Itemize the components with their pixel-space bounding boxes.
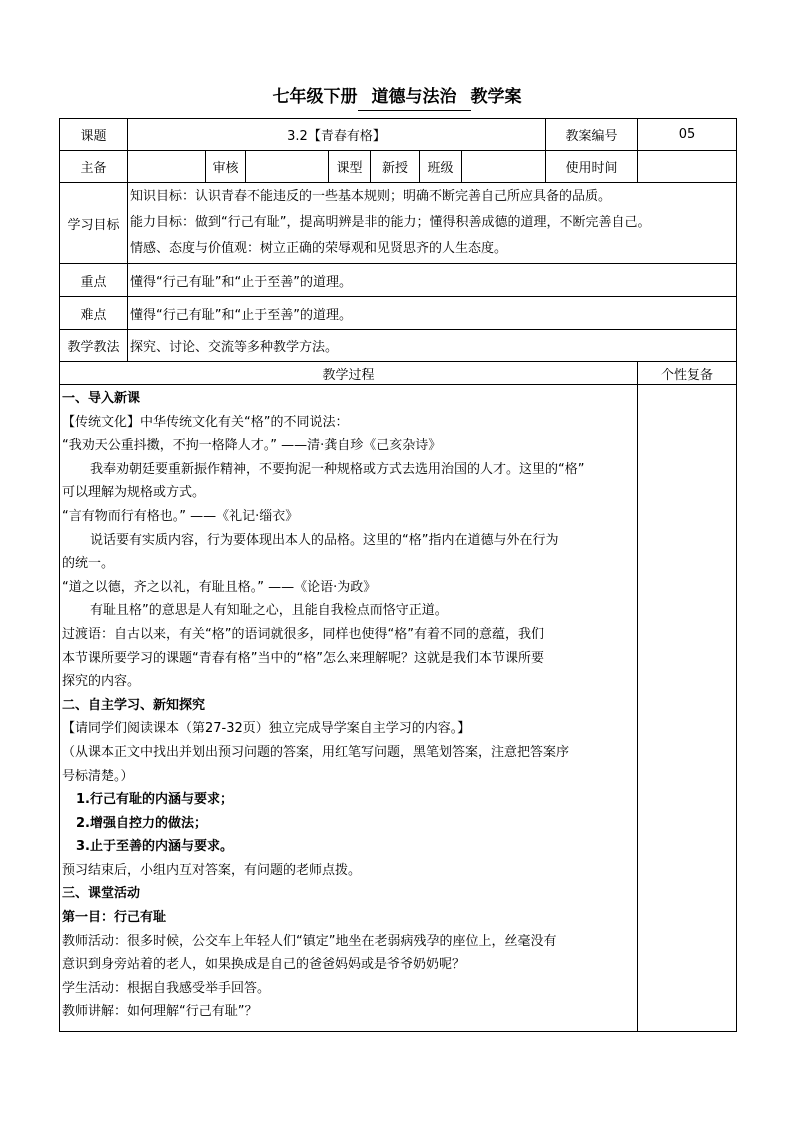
section-heading: 二、自主学习、新知探究: [62, 697, 206, 713]
type-label: 课型: [329, 151, 371, 183]
review-value: [246, 151, 329, 183]
row-method: [60, 330, 737, 362]
list-item: 2.增强自控力的做法；: [76, 815, 207, 831]
method-label: 教学教法: [60, 330, 128, 362]
side-notes-header: 个性复备: [638, 362, 737, 385]
process-line: 教师活动：很多时候，公交车上年轻人们“镇定”地坐在老弱病残孕的座位上，丝毫没有: [62, 933, 557, 949]
class-label: 班级: [420, 151, 462, 183]
quote-line: “道之以德，齐之以礼，有耻且格。” ——《论语·为政》: [62, 579, 377, 595]
difficulty-label: 难点: [60, 297, 128, 330]
process-line: 学生活动：根据自我感受举手回答。: [62, 980, 271, 996]
process-line: 探究的内容。: [62, 674, 141, 690]
row-goals: [60, 183, 737, 264]
section-heading: 一、导入新课: [62, 391, 141, 406]
goals-label: 学习目标: [60, 183, 128, 264]
lead-label: 主备: [60, 151, 128, 183]
row-process-header: [60, 362, 737, 385]
row-difficulty: [60, 297, 737, 330]
process-content: [60, 385, 638, 1032]
goal-knowledge: 知识目标：认识青春不能违反的一些基本规则；明确不断完善自己所应具备的品质。: [130, 189, 612, 204]
type-value: 新授: [371, 151, 420, 183]
process-line: 教师讲解：如何理解“行己有耻”？: [62, 1004, 258, 1020]
key-value: 懂得“行己有耻”和“止于至善”的道理。: [128, 264, 737, 297]
process-line: 有耻且格”的意思是人有知耻之心，且能自我检点而恪守正道。: [90, 603, 448, 619]
process-line: 号标清楚。）: [62, 768, 134, 784]
doc-type-text: 教学案: [470, 87, 522, 107]
process-line: 本节课所要学习的课题“青春有格”当中的“格”怎么来理解呢？这就是我们本节课所要: [62, 650, 544, 666]
review-label: 审核: [206, 151, 246, 183]
class-value: [462, 151, 546, 183]
section-heading: 三、课堂活动: [62, 886, 141, 902]
topic-value: 3.2【青春有格】: [128, 119, 546, 151]
quote-line: “我劝天公重抖擞，不拘一格降人才。” ——清·龚自珍《己亥杂诗》: [62, 438, 442, 454]
process-line: 我奉劝朝廷要重新振作精神，不要拘泥一种规格或方式去选用治国的人才。这里的“格”: [90, 461, 585, 477]
side-notes-cell[interactable]: [638, 385, 737, 1032]
list-item: 3.止于至善的内涵与要求。: [76, 839, 233, 855]
process-line: 预习结束后，小组内互对答案，有问题的老师点拨。: [62, 862, 362, 878]
subject-text: 道德与法治: [358, 84, 471, 111]
goal-ability: 能力目标：做到“行己有耻”，提高明辨是非的能力；懂得积善成德的道理，不断完善自己。: [130, 215, 651, 230]
goal-emotion: 情感、态度与价值观：树立正确的荣辱观和见贤思齐的人生态度。: [130, 241, 508, 256]
time-label: 使用时间: [546, 151, 638, 183]
process-header: 教学过程: [60, 362, 638, 385]
process-line: 【传统文化】中华传统文化有关“格”的不同说法：: [62, 414, 349, 430]
row-process-body: [60, 385, 737, 1032]
goals-content: [128, 183, 737, 264]
process-line: 可以理解为规格或方式。: [62, 485, 206, 501]
key-label: 重点: [60, 264, 128, 297]
list-item: 1.行己有耻的内涵与要求；: [76, 792, 233, 808]
process-line: （从课本正文中找出并划出预习问题的答案，用红笔写问题，黑笔划答案，注意把答案序: [62, 744, 570, 760]
plan-no-label: 教案编号: [546, 119, 638, 151]
method-value: 探究、讨论、交流等多种教学方法。: [128, 330, 737, 362]
difficulty-value: 懂得“行己有耻”和“止于至善”的道理。: [128, 297, 737, 330]
grade-text: 七年级下册: [272, 87, 358, 107]
lesson-plan-table: [59, 118, 737, 1032]
process-line: 过渡语：自古以来，有关“格”的语词就很多，同样也使得“格”有着不同的意蕴，我们: [62, 626, 544, 642]
process-line: 说话要有实质内容，行为要体现出本人的品格。这里的“格”指内在道德与外在行为: [90, 532, 559, 548]
document-title: [0, 84, 794, 111]
row-topic: [60, 119, 737, 151]
time-value: [638, 151, 737, 183]
process-line: 的统一。: [62, 556, 115, 572]
row-key: [60, 264, 737, 297]
process-line: 【请同学们阅读课本（第27-32页）独立完成导学案自主学习的内容。】: [62, 721, 471, 737]
quote-line: “言有物而行有格也。” ——《礼记·缁衣》: [62, 508, 299, 524]
plan-no-value: 05: [638, 119, 737, 151]
lead-value: [128, 151, 206, 183]
topic-label: 课题: [60, 119, 128, 151]
row-meta: [60, 151, 737, 183]
process-line: 意识到身旁站着的老人，如果换成是自己的爸爸妈妈或是爷爷奶奶呢？: [62, 957, 466, 973]
subsection-heading: 第一目：行己有耻: [62, 910, 167, 926]
